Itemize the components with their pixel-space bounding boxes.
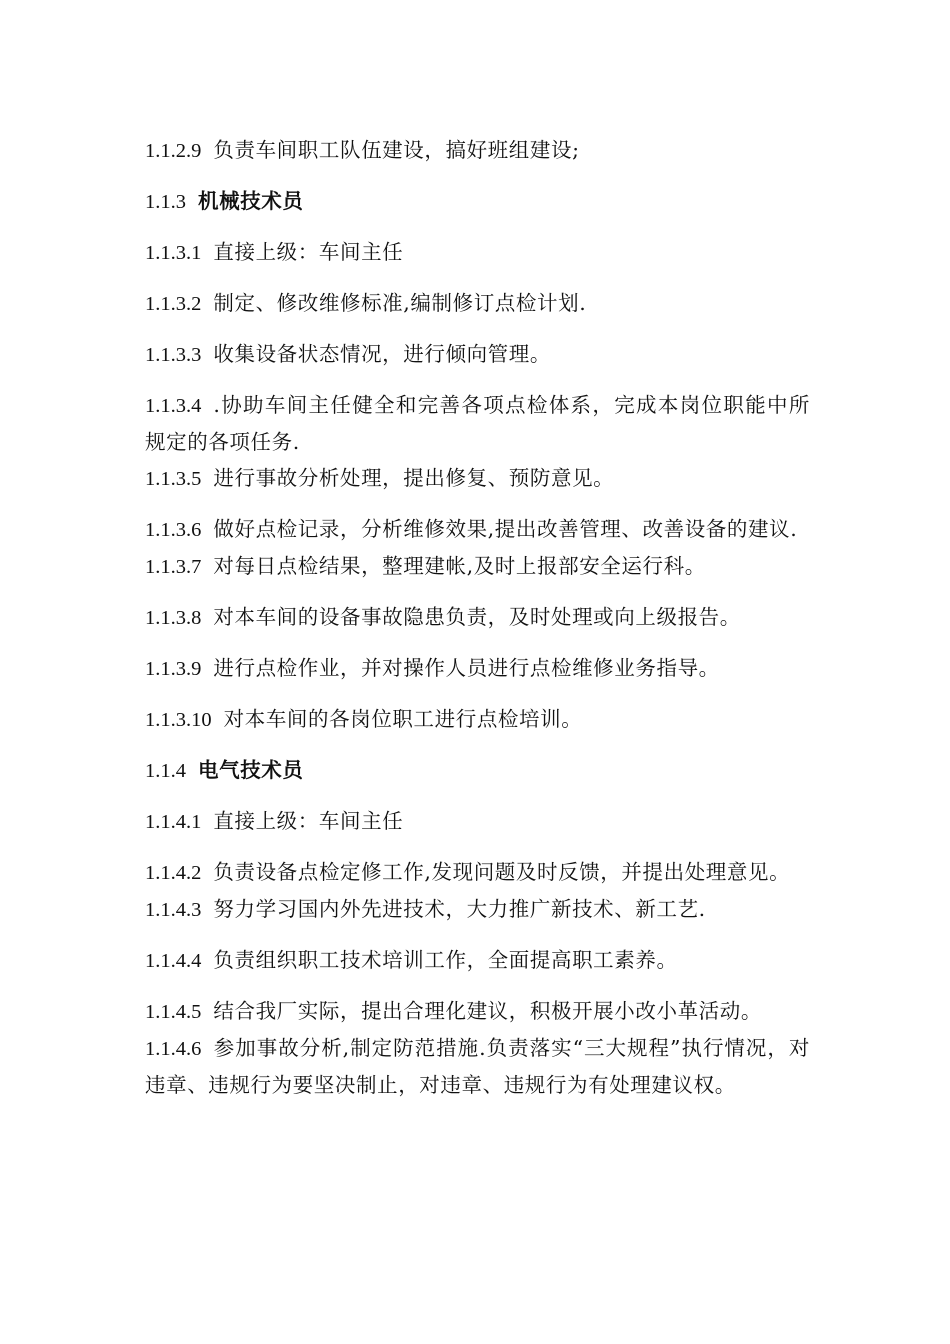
paragraph-1-1-3-5: [145, 460, 810, 497]
paragraph-1-1-3-4: [145, 387, 810, 460]
paragraph-number: 1.1.3.3: [145, 344, 202, 366]
paragraph-number: 1.1.3.1: [145, 242, 202, 264]
paragraph-text: 努力学习国内外先进技术，大力推广新技术、新工艺.: [213, 897, 706, 921]
paragraph-1-1-4-3: [145, 891, 810, 928]
paragraph-1-1-2-9: [145, 132, 810, 169]
paragraph-number: 1.1.3.9: [145, 658, 202, 680]
paragraph-1-1-3-6: [145, 511, 810, 548]
paragraph-text: 负责组织职工技术培训工作，全面提高职工素养。: [213, 948, 678, 972]
paragraph-number: 1.1.4.5: [145, 1001, 202, 1023]
paragraph-number: 1.1.4.3: [145, 899, 202, 921]
paragraph-1-1-3-1: [145, 234, 810, 271]
paragraph-number: 1.1.2.9: [145, 140, 202, 162]
paragraph-number: 1.1.3.6: [145, 519, 202, 541]
paragraph-text: 进行事故分析处理，提出修复、预防意见。: [213, 466, 615, 490]
section-number: 1.1.4: [145, 760, 186, 782]
paragraph-text: 对本车间的各岗位职工进行点检培训。: [223, 707, 583, 731]
paragraph-text: 收集设备状态情况，进行倾向管理。: [213, 342, 551, 366]
paragraph-number: 1.1.3.2: [145, 293, 202, 315]
paragraph-1-1-3-8: [145, 599, 810, 636]
section-title: 电气技术员: [198, 758, 304, 782]
paragraph-number: 1.1.3.8: [145, 607, 202, 629]
paragraph-text: 制定、修改维修标准,编制修订点检计划.: [213, 291, 587, 315]
paragraph-number: 1.1.3.7: [145, 556, 202, 578]
paragraph-text: 进行点检作业，并对操作人员进行点检维修业务指导。: [213, 656, 720, 680]
paragraph-text: 负责车间职工队伍建设，搞好班组建设;: [213, 138, 580, 162]
paragraph-text: 直接上级：车间主任: [213, 240, 404, 264]
paragraph-1-1-4-2: [145, 854, 810, 891]
paragraph-number: 1.1.3.4: [145, 395, 202, 417]
paragraph-1-1-4-1: [145, 803, 810, 840]
section-number: 1.1.3: [145, 191, 186, 213]
paragraph-number: 1.1.4.6: [145, 1038, 202, 1060]
paragraph-text: .协助车间主任健全和完善各项点检体系，完成本岗位职能中所规定的各项任务.: [145, 393, 810, 454]
section-title: 机械技术员: [198, 189, 304, 213]
paragraph-1-1-3-7: [145, 548, 810, 585]
section-heading-1-1-3: [145, 183, 810, 220]
paragraph-text: 直接上级：车间主任: [213, 809, 404, 833]
paragraph-text: 做好点检记录，分析维修效果,提出改善管理、改善设备的建议.: [213, 517, 798, 541]
paragraph-1-1-3-3: [145, 336, 810, 373]
paragraph-1-1-4-4: [145, 942, 810, 979]
paragraph-text: 对每日点检结果，整理建帐,及时上报部安全运行科。: [213, 554, 706, 578]
paragraph-1-1-4-6: [145, 1030, 810, 1103]
paragraph-number: 1.1.3.5: [145, 468, 202, 490]
paragraph-1-1-3-9: [145, 650, 810, 687]
paragraph-text: 参加事故分析,制定防范措施.负责落实“三大规程”执行情况，对违章、违规行为要坚决制止，对违章、违规行为有处理建议权。: [145, 1036, 810, 1097]
paragraph-number: 1.1.3.10: [145, 709, 212, 731]
document-body: [145, 132, 810, 1103]
paragraph-number: 1.1.4.4: [145, 950, 202, 972]
paragraph-number: 1.1.4.2: [145, 862, 202, 884]
paragraph-1-1-4-5: [145, 993, 810, 1030]
paragraph-1-1-3-10: [145, 701, 810, 738]
paragraph-text: 负责设备点检定修工作,发现问题及时反馈，并提出处理意见。: [213, 860, 791, 884]
paragraph-1-1-3-2: [145, 285, 810, 322]
paragraph-text: 结合我厂实际，提出合理化建议，积极开展小改小革活动。: [213, 999, 762, 1023]
paragraph-text: 对本车间的设备事故隐患负责，及时处理或向上级报告。: [213, 605, 741, 629]
section-heading-1-1-4: [145, 752, 810, 789]
paragraph-number: 1.1.4.1: [145, 811, 202, 833]
